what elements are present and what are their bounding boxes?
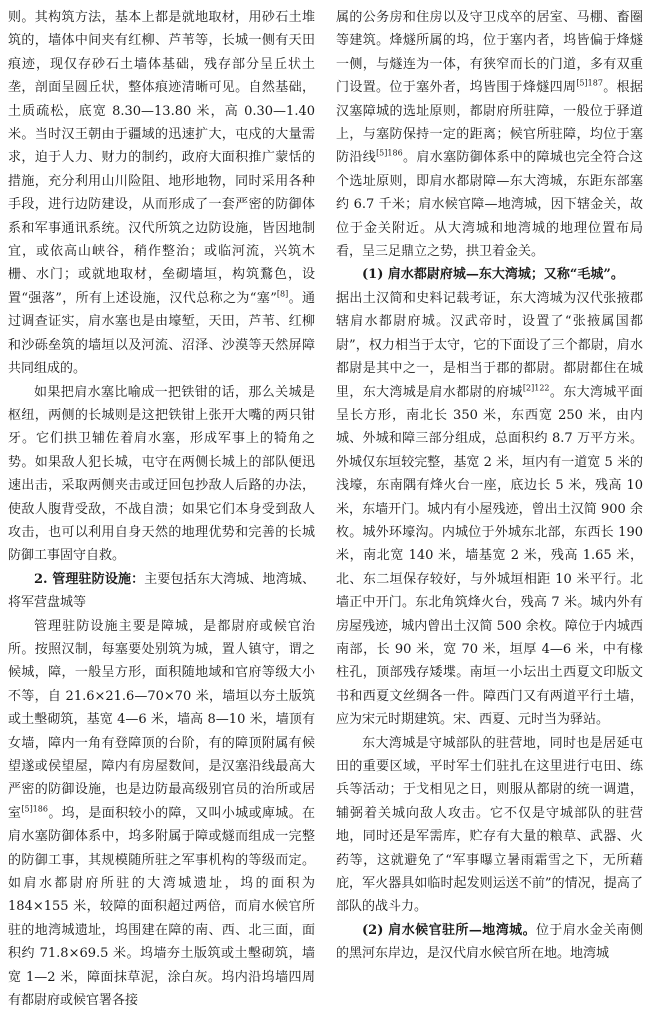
paragraph: 如果把肩水塞比喻成一把铁钳的话，那么关城是枢纽，两侧的长城则是这把铁钳上张开大嘴的两只钳牙。它们拱卫辅佐着肩水塞，形成军事上的犄角之势。如果敌人犯长城，屯守在两侧长城上的部队便迅速出击，采取两侧夹击或迂回包抄敌人后路的办法，使敌人腹背受敌，不战自溃；如果它们本身受到敌人攻击，也可以利用自身天然的地理优势和完善的长城防御工事固守自救。 [8, 384, 315, 564]
citation: [8] [276, 289, 289, 299]
paragraph: 则。其构筑方法，基本上都是就地取材，用砂石土堆筑的，墙体中间夹有红柳、芦苇等，长城一侧有天田痕迹，现仅存砂石土墙体基础，残存部分呈丘状土垄，剖面呈圆丘状，整体痕迹清晰可见。自然基础，土质疏松，底宽 8.30—13.80 米，高 0.30—1.40 米。当时汉王朝由于疆域的迅速扩大，屯戍的大量需求，迫于人力、财力的制约，政府大面积推广蒙恬的措施，充分利用山川险阻、地形地物，同时采用各种手段，进行边防建设，从而形成了一套严密的防御体系和军事通讯系统。汉代所筑之边防设施，皆因地制宜，或依高山峡谷，稍作整治；或临河流，兴筑木栅、水门；或就地取材，垒砌墙垣，构筑鶩色，设置“强落”，所有上述设施，汉代总称之为“塞”[8]。通过调查证实，肩水塞也是由壕堑，天田，芦苇、红柳和沙砾垒筑的墙垣以及河流、沼泽、沙漠等天然屏障共同组成的。 [8, 10, 315, 377]
paragraph: 据出土汉简和史料记载考证，东大湾城为汉代张掖郡辖肩水都尉府城。汉武帝时，设置了“张掖属国都尉”，权力相当于太守，它的下面设了三个都尉，肩水都尉是其中之一，是相当于郡的都尉。都尉都住在城里，东大湾城是肩水都尉的府城$^{[2]122}$。东大湾城平面呈长方形，南北长 350 米，东西宽 250 米，由内城、外城和障三部分组成，总面积约 8.7 万平方米。外城仅东垣较完整，基宽 2 米，垣内有一道宽 5 米的浅壕，东南隅有烽火台一座，底边长 5 米，残高 10 米，东墙开门。城内有小屋残迹，曾出土汉简 900 余枚。城外环壕沟。内城位于外城东北部，东西长 190 米，南北宽 140 米，墙基宽 2 米，残高 1.65 米，北、东二垣保存较好，与外城垣相距 10 米平行。北墙正中开门。东北角筑烽火台，残高 7 米。城内外有房屋残迹，城内曾出土汉简 500 余枚。障位于内城西南部，长 90 米，宽 70 米，垣厚 4—6 米，中有椽柱孔，顶部残存矮堞。南垣一小坛出土西夏文印版文书和西夏文丝绸各一件。障西门又有两道平行土墙，应为宋元时期建筑。宋、西夏、元时当为驿站。 [336, 290, 643, 728]
section-heading: 2. 管理驻防设施：主要包括东大湾城、地湾城、将军营盘城等 [8, 571, 315, 611]
left-column [8, 6, 315, 1009]
citation: [5]187 [576, 78, 603, 88]
paragraph: (2) 肩水候官驻所—地湾城。位于肩水金关南侧的黑河东岸边，是汉代肩水候官所在地。地湾城 [336, 922, 643, 962]
subsection-heading: (2) 肩水候官驻所—地湾城。 [362, 922, 536, 938]
subsection-heading: (1) 肩水都尉府城—东大湾城；又称“毛城”。 [362, 267, 624, 283]
paragraph: 属的公务房和住房以及守卫戍卒的居室、马棚、畜圈等建筑。烽燧所属的坞，位于塞内者，坞皆偏于烽燧一侧，与燧连为一体，有狭窄而长的门道，多有双重门设置。位于塞外者，坞皆围于烽燧四周$^{[5]187}$。根据汉塞障城的选址原则，都尉府所驻障，一般位于驿道上，与塞防保持一定的距离；候官所驻障，均位于塞防沿线$^{[5]186}$。肩水塞防御体系中的障城也完全符合这个选址原则，即肩水都尉障—东大湾城，东距东部塞约 6.7 千米；肩水候官障—地湾城，因下辖金关，故位于金关附近。从大湾城和地湾城的地理位置布局看，呈三足鼎立之势，拱卫着金关。 [336, 10, 643, 260]
citation: [5]186 [21, 804, 48, 814]
paragraph: 管理驻防设施主要是障城，是都尉府或候官治所。按照汉制，每塞要处别筑为城，置人镇守，谓之候城，障，一般呈方形，面积随地域和官府等级大小不等，自 21.6×21.6—70×70 米，墙垣以夯土版筑或土墼砌筑，基宽 4—6 米，墙高 8—10 米，墙顶有女墙，障内一角有登障顶的台阶，有的障顶附属有候望遂或侯望屋，障内有房屋数间，是汉塞沿线最高大严密的防御设施，也是边防最高级别官员的治所或居室$^{[5]186}$。坞，是面积较小的障，又叫小城或庳城。在肩水塞防御体系中，坞多附属于障或燧而组成一完整的防御工事，其规模随所驻之军事机构的等级而定。如肩水都尉府所驻的大湾城遗址，坞的面积为 184×155 米，较障的面积超过两倍，而肩水候官所驻的地湾城遗址，坞围建在障的南、西、北三面，面积约 71.8×69.5 米。坞墙夯土版筑或土墼砌筑，墙宽 1—2 米，障面抹草泥，涂白灰。坞内沿坞墙四周有都尉府或候官署各接 [8, 618, 315, 1009]
paragraph: 东大湾城是守城部队的驻营地，同时也是居延屯田的重要区域，平时军士们驻扎在这里进行屯田、练兵等活动；于戈相见之日，则服从都尉的统一调遣，辅弼着关城向敌人攻击。它不仅是守城部队的驻营地，同时还是军需库，贮存有大量的粮草、武器、火药等，这就避免了“军事曝立暑雨霜雪之下，无所藉庇，军火器具如临时起发则运送不前”的情况，提高了部队的战斗力。 [336, 735, 643, 915]
citation: [2]122 [522, 383, 550, 393]
citation: [5]186 [376, 149, 403, 159]
right-column [336, 6, 643, 962]
